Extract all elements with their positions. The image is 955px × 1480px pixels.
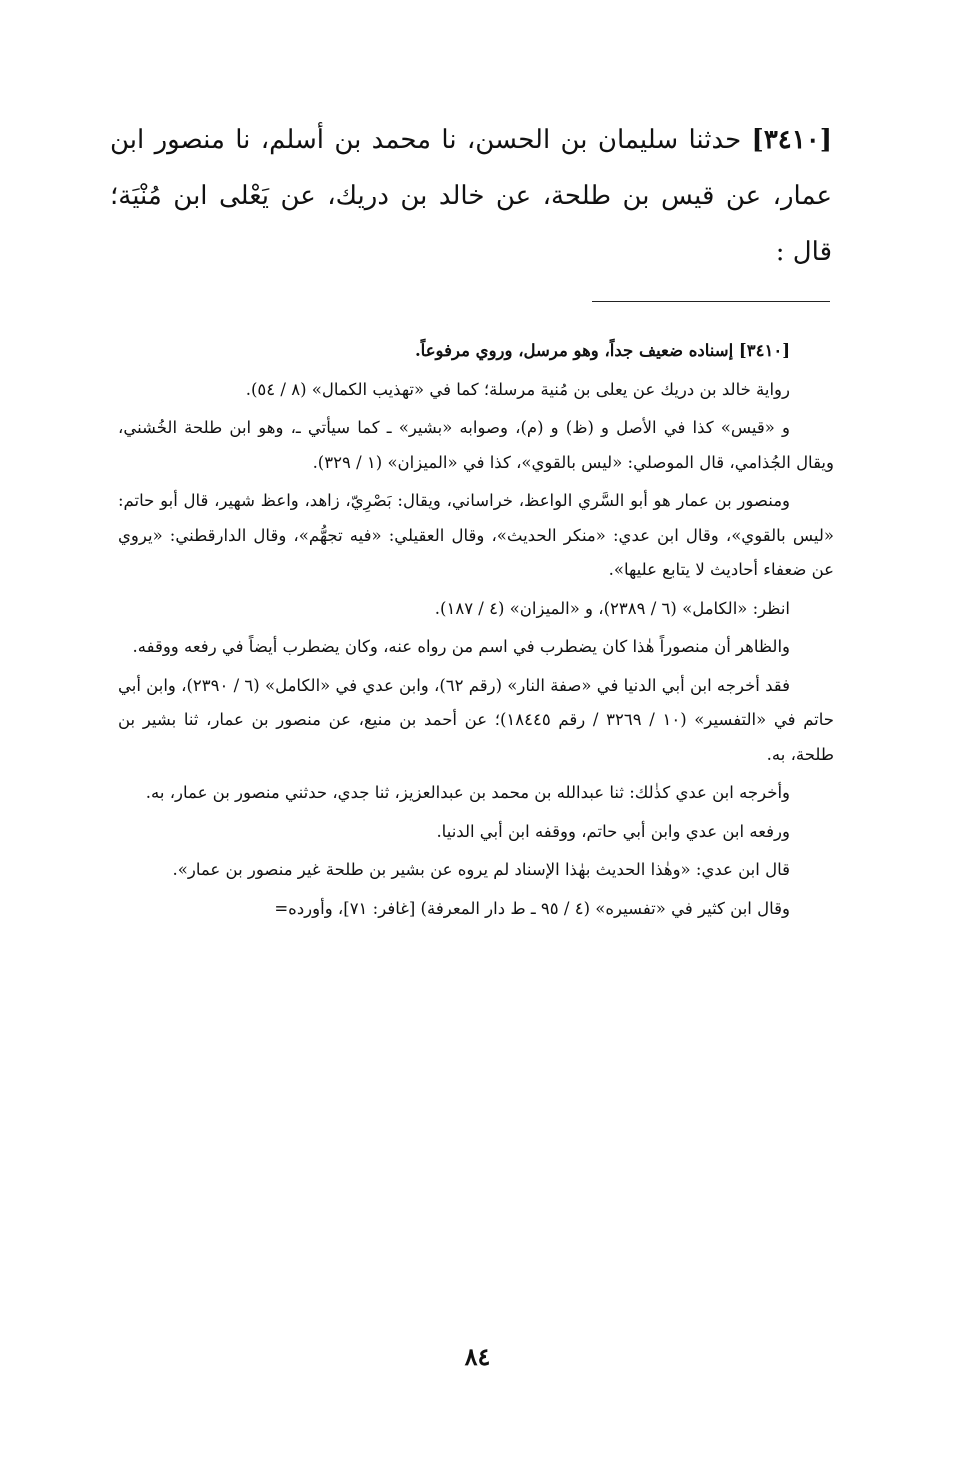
- footnote-paragraph: فقد أخرجه ابن أبي الدنيا في «صفة النار» (رقم ٦٢)، وابن عدي في «الكامل» (٦ / ٢٣٩٠)، وابن أبي حاتم في «التفسير» (١٠ / ٣٢٦٩ / رقم ١٨٤٤٥)؛ عن أحمد بن منيع، عن منصور بن عمار، ثنا بشير بن طلحة، به.: [118, 675, 834, 764]
- footnote-paragraph: و «قيس» كذا في الأصل و (ظ) و (م)، وصوابه «بشير» ـ كما سيأتي ـ، وهو ابن طلحة الخُشني، ويقال الجُذامي، قال الموصلي: «ليس بالقوي»، كذا في «الميزان» (١ / ٣٢٩).: [118, 418, 834, 472]
- footnote-paragraph: قال ابن عدي: «وهٰذا الحديث بهٰذا الإسناد لم يروه عن بشير بن طلحة غير منصور بن عمار».: [172, 860, 790, 879]
- hadith-number: [٣٤١٠]: [751, 125, 833, 155]
- hadith-body: حدثنا سليمان بن الحسن، نا محمد بن أسلم، نا منصور ابن عمار، عن قيس بن طلحة، عن خالد بن دريك، عن يَعْلى ابن مُنْيَة؛ قال :: [110, 125, 832, 267]
- footnote-paragraph: ورفعه ابن عدي وابن أبي حاتم، ووقفه ابن أبي الدنيا.: [436, 821, 790, 841]
- footnote-heading: [٣٤١٠] إسناده ضعيف جداً، وهو مرسل، وروي مرفوعاً.: [414, 341, 790, 360]
- hadith-paragraph: [110, 112, 832, 280]
- footnote-paragraph: رواية خالد بن دريك عن يعلى بن مُنية مرسلة؛ كما في «تهذيب الكمال» (٨ / ٥٤).: [245, 379, 790, 399]
- footnote-paragraph: ومنصور بن عمار هو أبو السَّري الواعظ، خراساني، ويقال: بَصْرِيّ، زاهد، واعظ شهير، قال أبو حاتم: «ليس بالقوي»، وقال ابن عدي: «منكر الحديث»، وقال العقيلي: «فيه تجهُّم»، وقال الدارقطني: «يروي عن ضعفاء أحاديث لا يتابع عليها».: [118, 491, 834, 579]
- footnote-paragraph: وقال ابن كثير في «تفسيره» (٤ / ٩٥ ـ ط دار المعرفة) [غافر: ٧١]، وأورده=: [274, 898, 790, 918]
- page-number: ٨٤: [464, 1342, 491, 1371]
- footnote-paragraph: انظر: «الكامل» (٦ / ٢٣٨٩)، و «الميزان» (٤ / ١٨٧).: [434, 598, 790, 618]
- footnote-paragraph: وأخرجه ابن عدي كذٰلك: ثنا عبدالله بن محمد بن عبدالعزيز، ثنا جدي، حدثني منصور بن عمار، به.: [145, 783, 790, 802]
- hadith-text-block: [110, 112, 832, 280]
- footnote-paragraph: والظاهر أن منصوراً هٰذا كان يضطرب في اسم من رواه عنه، وكان يضطرب أيضاً في رفعه ووقفه.: [132, 637, 790, 656]
- footnote-separator: [592, 301, 830, 302]
- footnotes-block: [118, 334, 834, 930]
